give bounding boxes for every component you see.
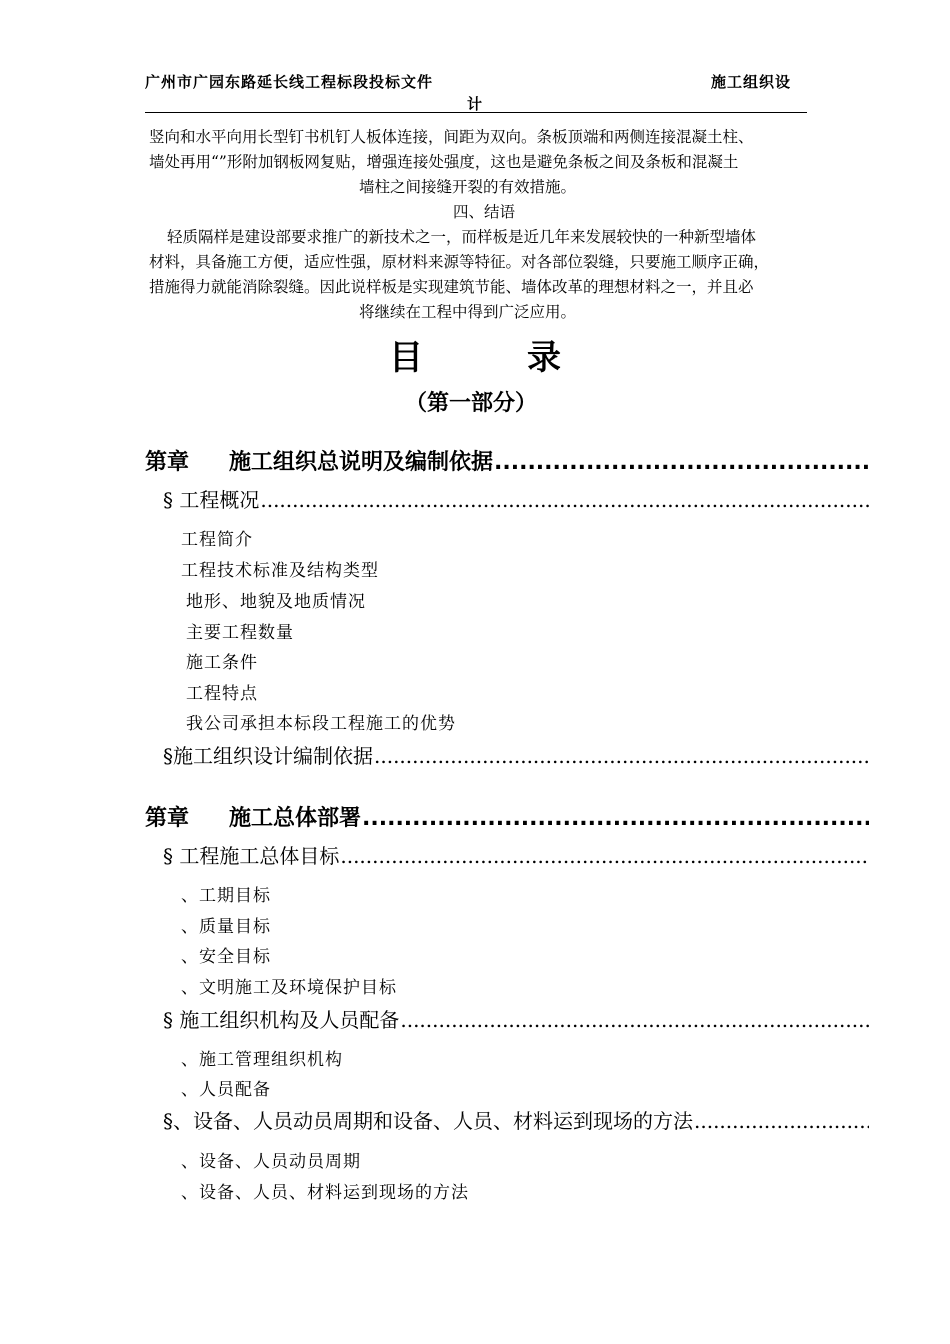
header-wrap: 计 xyxy=(467,95,484,113)
toc-item[interactable]: 、质量目标 xyxy=(181,917,271,937)
toc-section[interactable] xyxy=(163,484,869,513)
body-line: 材料，具备施工方便，适应性强，原材料来源等特征。对各部位裂缝，只要施工顺序正确， xyxy=(149,253,770,271)
chapter-number: 第章 xyxy=(145,806,190,831)
toc-section[interactable] xyxy=(163,740,869,769)
toc-title-right: 录 xyxy=(527,338,561,378)
toc-section[interactable] xyxy=(163,840,869,869)
toc-item[interactable]: 、设备、人员、材料运到现场的方法 xyxy=(181,1183,469,1203)
toc-subtitle: （第一部分） xyxy=(405,391,538,416)
dot-leader xyxy=(694,1109,869,1133)
body-line: 将继续在工程中得到广泛应用。 xyxy=(359,303,577,321)
toc-chapter-2[interactable] xyxy=(145,801,869,832)
dot-leader xyxy=(374,744,869,768)
dot-leader xyxy=(362,806,869,831)
toc-item[interactable]: 主要工程数量 xyxy=(186,623,294,643)
dot-leader xyxy=(340,844,869,868)
toc-item[interactable]: 、工期目标 xyxy=(181,886,271,906)
body-line: 措施得力就能消除裂缝。因此说样板是实现建筑节能、墙体改革的理想材料之一，并且必 xyxy=(149,278,754,296)
toc-item[interactable]: 、人员配备 xyxy=(181,1080,271,1100)
toc-item[interactable]: 、文明施工及环境保护目标 xyxy=(181,978,397,998)
section-title: § 工程施工总体目标 xyxy=(163,844,340,868)
chapter-title: 施工组织总说明及编制依据 xyxy=(229,450,494,475)
section-title: §、设备、人员动员周期和设备、人员、材料运到现场的方法 xyxy=(163,1109,693,1133)
chapter-number: 第章 xyxy=(145,450,190,475)
toc-item[interactable]: 、施工管理组织机构 xyxy=(181,1050,343,1070)
header-rule xyxy=(145,112,807,113)
chapter-title: 施工总体部署 xyxy=(229,806,362,831)
section-heading: 四、结语 xyxy=(453,203,516,221)
body-line: 轻质隔样是建设部要求推广的新技术之一，而样板是近几年来发展较快的一种新型墙体 xyxy=(167,228,757,246)
header-title: 广州市广园东路延长线工程标段投标文件 xyxy=(145,73,434,91)
toc-section[interactable] xyxy=(163,1004,869,1033)
toc-item[interactable]: 施工条件 xyxy=(186,653,258,673)
dot-leader xyxy=(494,450,869,475)
toc-item[interactable]: 地形、地貌及地质情况 xyxy=(186,592,366,612)
section-title: § 施工组织机构及人员配备 xyxy=(163,1008,400,1032)
dot-leader xyxy=(400,1008,869,1032)
toc-title-left: 目 xyxy=(389,338,423,378)
section-title: §施工组织设计编制依据 xyxy=(163,744,373,768)
toc-chapter-1[interactable] xyxy=(145,445,869,476)
body-line: 墙柱之间接缝开裂的有效措施。 xyxy=(359,178,577,196)
dot-leader xyxy=(260,488,869,512)
toc-item[interactable]: 工程技术标准及结构类型 xyxy=(181,561,379,581)
body-line: 竖向和水平向用长型钉书机钉人板体连接，间距为双向。条板顶端和两侧连接混凝土柱、 xyxy=(149,128,754,146)
toc-item[interactable]: 我公司承担本标段工程施工的优势 xyxy=(186,714,456,734)
toc-item[interactable]: 工程简介 xyxy=(181,530,253,550)
toc-item[interactable]: 、安全目标 xyxy=(181,947,271,967)
body-line: 墙处再用“”形附加钢板网复贴，增强连接处强度，这也是避免条板之间及条板和混凝土 xyxy=(149,153,739,171)
toc-section[interactable] xyxy=(163,1105,869,1134)
header-section: 施工组织设 xyxy=(711,73,792,91)
toc-item[interactable]: 、设备、人员动员周期 xyxy=(181,1152,361,1172)
toc-item[interactable]: 工程特点 xyxy=(186,684,258,704)
section-title: § 工程概况 xyxy=(163,488,260,512)
